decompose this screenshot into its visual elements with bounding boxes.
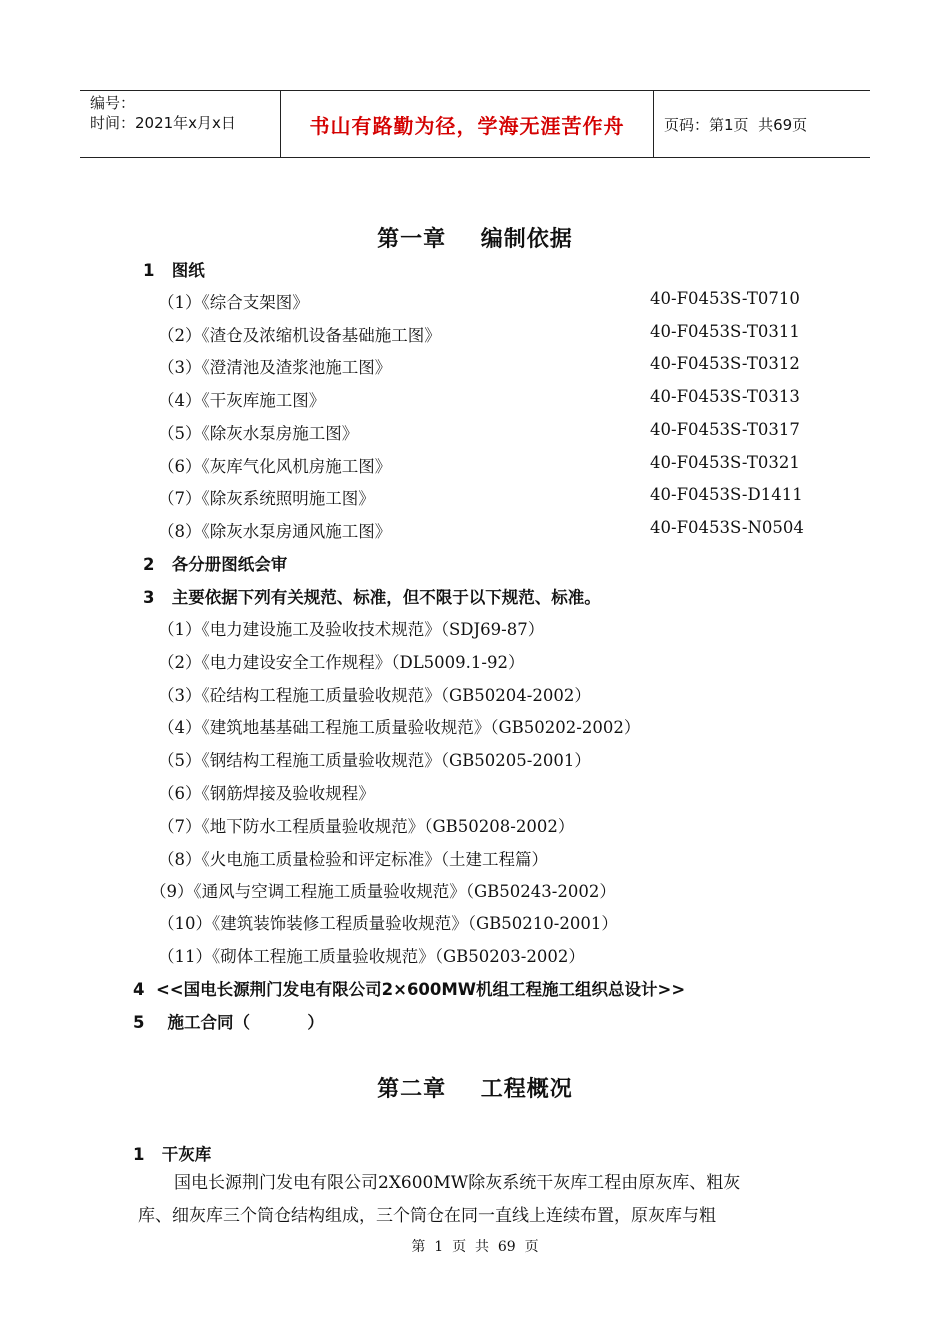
section-heading: 2 各分册图纸会审 [143, 555, 288, 574]
standard-item: （4）《建筑地基基础工程施工质量验收规范》（GB50202-2002） [158, 718, 641, 737]
drawing-code: 40-F0453S-N0504 [650, 518, 804, 537]
drawing-item: （5）《除灰水泵房施工图》 [158, 424, 359, 443]
document-date-label: 时间：2021年x月x日 [90, 114, 236, 132]
standard-item: （7）《地下防水工程质量验收规范》（GB50208-2002） [158, 817, 575, 836]
drawing-item: （3）《澄清池及渣浆池施工图》 [158, 358, 392, 377]
section-heading: 5 施工合同（ ） [133, 1013, 324, 1032]
section-heading: 4 <<国电长源荆门发电有限公司2×600MW机组工程施工组织总设计>> [133, 980, 686, 999]
drawing-code: 40-F0453S-T0710 [650, 289, 800, 308]
standard-item: （1）《电力建设施工及验收技术规范》（SDJ69-87） [158, 620, 545, 639]
standard-item: （8）《火电施工质量检验和评定标准》（土建工程篇） [158, 850, 548, 869]
drawing-code: 40-F0453S-T0321 [650, 453, 800, 472]
header-motto: 书山有路勤为径，学海无涯苦作舟 [309, 114, 625, 138]
drawing-item: （7）《除灰系统照明施工图》 [158, 489, 375, 508]
drawing-code: 40-F0453S-T0317 [650, 420, 800, 439]
standard-item: （11）《砌体工程施工质量验收规范》（GB50203-2002） [158, 947, 585, 966]
page-footer: 第 1 页 共 69 页 [411, 1239, 539, 1255]
section-heading: 3 主要依据下列有关规范、标准，但不限于以下规范、标准。 [143, 588, 601, 607]
paragraph-line: 库、细灰库三个筒仓结构组成，三个筒仓在同一直线上连续布置，原灰库与粗 [138, 1206, 716, 1226]
header-page-info: 页码：第1页 共69页 [664, 116, 808, 134]
standard-item: （5）《钢结构工程施工质量验收规范》（GB50205-2001） [158, 751, 591, 770]
drawing-code: 40-F0453S-T0311 [650, 322, 800, 341]
drawing-item: （2）《渣仓及浓缩机设备基础施工图》 [158, 326, 441, 345]
header-meta [90, 93, 280, 133]
drawing-code: 40-F0453S-T0313 [650, 387, 800, 406]
section-heading: 1 干灰库 [133, 1145, 212, 1164]
standard-item: （10）《建筑装饰装修工程质量验收规范》（GB50210-2001） [158, 914, 618, 933]
standard-item: （9）《通风与空调工程施工质量验收规范》（GB50243-2002） [150, 882, 616, 901]
drawing-item: （6）《灰库气化风机房施工图》 [158, 457, 392, 476]
drawing-code: 40-F0453S-D1411 [650, 485, 803, 504]
document-number-label: 编号： [90, 94, 136, 112]
drawing-item: （4）《干灰库施工图》 [158, 391, 326, 410]
chapter-title: 第一章 编制依据 [377, 227, 573, 252]
drawing-item: （1）《综合支架图》 [158, 293, 309, 312]
header-divider [653, 91, 654, 158]
paragraph-line: 国电长源荆门发电有限公司2X600MW除灰系统干灰库工程由原灰库、粗灰 [174, 1173, 741, 1193]
standard-item: （2）《电力建设安全工作规程》（DL5009.1-92） [158, 653, 525, 672]
drawing-item: （8）《除灰水泵房通风施工图》 [158, 522, 392, 541]
page-header [80, 90, 870, 158]
chapter-title: 第二章 工程概况 [377, 1077, 573, 1102]
section-heading: 1 图纸 [143, 261, 205, 280]
standard-item: （6）《钢筋焊接及验收规程》 [158, 784, 375, 803]
standard-item: （3）《砼结构工程施工质量验收规范》（GB50204-2002） [158, 686, 591, 705]
drawing-code: 40-F0453S-T0312 [650, 354, 800, 373]
